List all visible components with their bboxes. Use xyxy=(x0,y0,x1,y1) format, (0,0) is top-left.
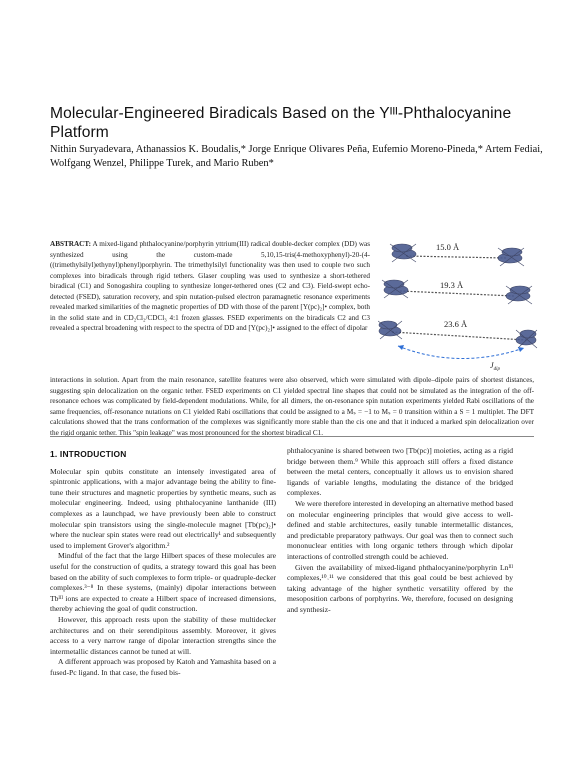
intro-paragraph-2: Mindful of the fact that the large Hilbert spaces of these molecules are useful for the construction of qudits, a strategy toward this goal has been based on the ability of such complexes to form triple- or quadruple-decker complexes.³⁻⁸ In these systems, (mainly) dipolar interactions between Tbᴵᴵᴵ ions are expected to create a Hilbert space of increased dimensions, thereby achieving the goal of qudit construction. xyxy=(50,551,276,614)
tether-c3 xyxy=(392,332,526,340)
paper-title: Molecular-Engineered Biradicals Based on the Yᴵᴵᴵ-Phthalocyanine Platform xyxy=(50,105,512,141)
intro-paragraph-6: We were therefore interested in developing an alternative method based on molecular engineering principles that would give access to well-defined and stable architectures, easily tunable intermetallic distances, and predictable preparatory pathways. Our goal was then to connect such mononuclear entities with long organic tethers through which dipolar interactions of controlled strength could be achieved. xyxy=(287,498,513,561)
left-column xyxy=(50,446,276,678)
intro-paragraph-3: However, this approach rests upon the stability of these multidecker architectures and on their serendipitous assembly. Moreover, it gives access to a very narrow range of dipolar interaction strengths since the intermetallic distances cannot be tuned at will. xyxy=(50,614,276,656)
molecule-c1-right xyxy=(498,248,524,266)
molecule-c1-left xyxy=(390,244,416,262)
toc-graphic xyxy=(378,236,538,372)
molecule-c3-right xyxy=(516,330,537,348)
molecule-c2-right xyxy=(506,286,532,304)
abstract-label: ABSTRACT: xyxy=(50,240,92,248)
intro-paragraph-1: Molecular spin qubits constitute an intensely investigated area of spintronic applications, with a major advantage being the ability to fine-tune their structures and magnetic properties by synthetic means, such as molecular engineering. Indeed, using phthalocyanine lanthanide (III) complexes as a launchpad, we have previously been able to construct molecular spin transistors using the single-molecule magnet [Tb(pc)₂]• where the nuclear spin states were read out electrically¹ and subsequently used to implement Grover's algorithm.² xyxy=(50,466,276,550)
right-column xyxy=(287,446,513,616)
tether-c1 xyxy=(406,256,506,258)
distance-label-c1: 15.0 Å xyxy=(436,242,460,252)
section-divider xyxy=(50,436,534,437)
dipolar-arrow xyxy=(398,346,524,359)
intro-paragraph-7: Given the availability of mixed-ligand phthalocyanine/porphyrin Lnᴵᴵᴵ complexes,¹⁰˒¹¹ we considered that this goal could be best achieved by taking advantage of the higher synthetic versatility offered by the mesoposition carbons of porphyrins. We, therefore, focused on designing and synthesiz- xyxy=(287,562,513,614)
dipolar-label: $J_{dip}$ xyxy=(490,361,500,372)
dipolar-arrow-head-right xyxy=(518,347,524,352)
tether-c2 xyxy=(400,291,514,296)
section-heading-introduction: 1. INTRODUCTION xyxy=(50,449,127,459)
molecule-c2-left xyxy=(382,280,408,298)
abstract-text: A mixed-ligand phthalocyanine/porphyrin yttrium(III) radical double-decker complex (DD) was synthesized using the custom-made 5,10,15-tris(4-methoxyphenyl)-20-(4-((trimethylsilyl)ethynyl)phenyl)porphyrin. The trimethylsilyl functionality was then used to couple two such complexes into biradicals through rigid tethers. Glaser coupling was used to synthesize a short-tethered biradical (C1) and Sonogashira coupling to synthesize longer-tethered ones (C2 and C3). Field-swept echo-detected (FSED), saturation recovery, and spin nutation-pulsed electron paramagnetic resonance experiments revealed marked similarities of the magnetic properties of DD with those of the parent [Y(pc)₂]• complex, both in the solid state and in CD₂Cl₂/CDCl₃ 4:1 frozen glasses. FSED experiments on the biradicals C2 and C3 revealed a spectral broadening with respect to the spectra of DD and [Y(pc)₂]• assigned to the effect of dipolar xyxy=(50,240,370,332)
molecule-c3-left xyxy=(378,321,402,339)
intro-paragraph-4: A different approach was proposed by Katoh and Yamashita based on a fused-Pc ligand. In that case, the fused bis- xyxy=(50,657,276,677)
abstract xyxy=(50,239,370,334)
distance-label-c3: 23.6 Å xyxy=(444,319,468,329)
abstract-continued: interactions in solution. Apart from the main resonance, satellite features were also observed, which were simulated with dipole–dipole pairs of shortest distances, suggesting spin delocalization on the organic tether. FSED experiments on C1 yielded spectral line shapes that could not be simulated as the integration of the off-resonance echoes was complicated by field-dependent modulations. While, for all dimers, the on-resonance spin nutation experiments yielded Rabi oscillations of the same frequencies, off-resonance nutations on C1 yielded Rabi oscillations that could be assigned to a Mₛ = −1 to Mₛ = 0 transition within a S = 1 multiplet. The DFT calculations showed that the trans conformation of the complexes was significantly more stable than the cis one and that it induced a marked spin delocalization over the rigid organic tether. This "spin leakage" was most pronounced for the shortest biradical C1. xyxy=(50,376,534,437)
distance-label-c2: 19.3 Å xyxy=(440,280,464,290)
intro-paragraph-5: phthalocyanine is shared between two [Tb(pc)] moieties, acting as a rigid bridge between them.⁹ While this approach still offers a fixed distance between the metal centers, conceptually it allows us to envision shared ligands of variable lengths, modulating the distance of the bridged complexes. xyxy=(287,446,513,498)
author-list: Nithin Suryadevara, Athanassios K. Boudalis,* Jorge Enrique Olivares Peña, Eufemio Moreno-Pineda,* Artem Fediai, Wolfgang Wenzel, Philippe Turek, and Mario Ruben* xyxy=(50,144,543,169)
